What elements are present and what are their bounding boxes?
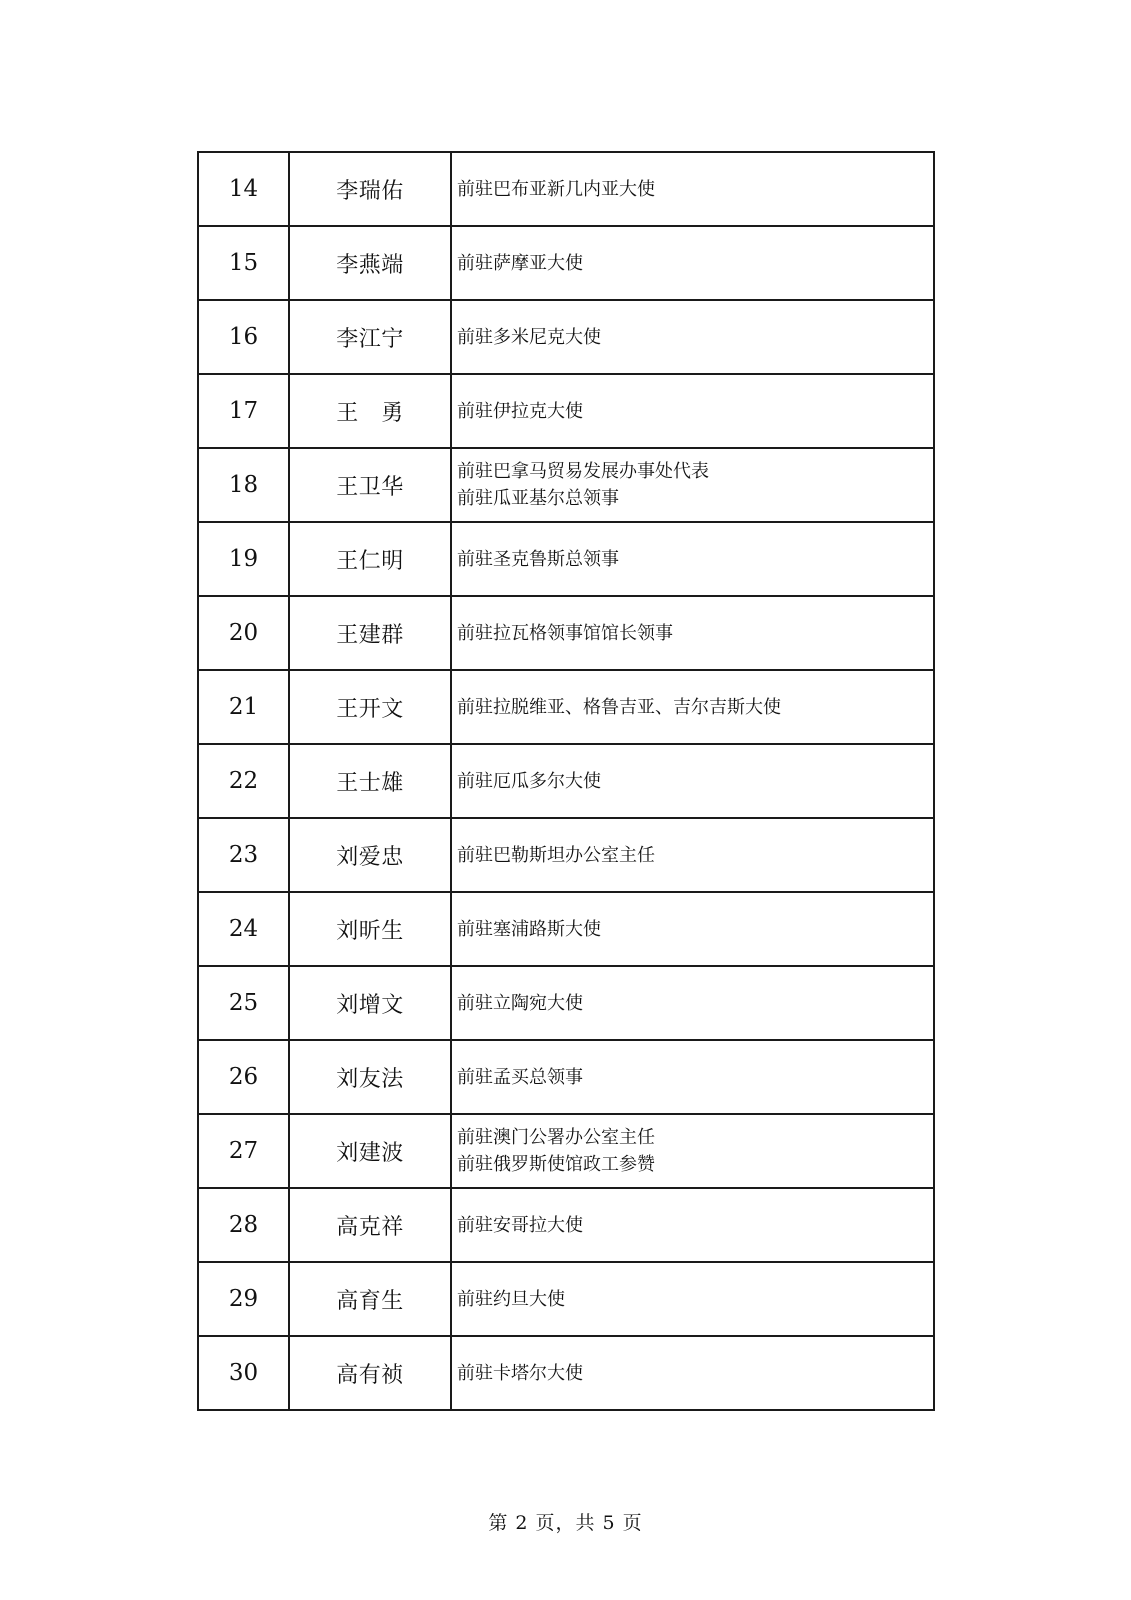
former-post-line: 前驻瓜亚基尔总领事 [457, 488, 619, 509]
former-post-line: 前驻圣克鲁斯总领事 [457, 548, 619, 570]
roster-table [197, 151, 935, 1411]
former-post-cell [451, 1188, 934, 1262]
former-post-line: 前驻安哥拉大使 [457, 1214, 583, 1236]
roster-table-body [198, 152, 934, 1410]
page-footer: 第 2 页，共 5 页 [488, 1512, 643, 1534]
row-number-cell: 29 [198, 1262, 289, 1336]
row-number-cell: 24 [198, 892, 289, 966]
person-name-cell: 刘爱忠 [289, 818, 451, 892]
row-number-cell: 28 [198, 1188, 289, 1262]
table-row [198, 596, 934, 670]
person-name-cell: 王 勇 [289, 374, 451, 448]
person-name-cell: 高育生 [289, 1262, 451, 1336]
table-row [198, 1040, 934, 1114]
table-row [198, 152, 934, 226]
former-post-line: 前驻巴布亚新几内亚大使 [457, 178, 655, 200]
former-post-line: 前驻俄罗斯使馆政工参赞 [457, 1154, 655, 1175]
former-post-cell [451, 670, 934, 744]
table-row [198, 670, 934, 744]
former-post-line: 前驻约旦大使 [457, 1288, 565, 1310]
row-number-cell: 23 [198, 818, 289, 892]
table-row [198, 818, 934, 892]
person-name-cell: 李燕端 [289, 226, 451, 300]
row-number-cell: 20 [198, 596, 289, 670]
former-post-line: 前驻立陶宛大使 [457, 992, 583, 1014]
former-post-cell [451, 1114, 934, 1188]
former-post-cell [451, 892, 934, 966]
person-name-cell: 王建群 [289, 596, 451, 670]
person-name-cell: 刘建波 [289, 1114, 451, 1188]
person-name-cell: 王仁明 [289, 522, 451, 596]
row-number-cell: 30 [198, 1336, 289, 1410]
person-name-cell: 高克祥 [289, 1188, 451, 1262]
person-name-cell: 王卫华 [289, 448, 451, 522]
table-row [198, 1262, 934, 1336]
row-number-cell: 27 [198, 1114, 289, 1188]
former-post-cell [451, 448, 934, 522]
former-post-line: 前驻厄瓜多尔大使 [457, 770, 601, 792]
former-post-line: 前驻卡塔尔大使 [457, 1362, 583, 1384]
person-name-cell: 王士雄 [289, 744, 451, 818]
table-row [198, 448, 934, 522]
table-row [198, 744, 934, 818]
person-name-cell: 高有祯 [289, 1336, 451, 1410]
table-row [198, 226, 934, 300]
row-number-cell: 14 [198, 152, 289, 226]
former-post-cell [451, 300, 934, 374]
former-post-cell [451, 1262, 934, 1336]
row-number-cell: 21 [198, 670, 289, 744]
former-post-cell [451, 226, 934, 300]
former-post-cell [451, 966, 934, 1040]
former-post-cell [451, 1336, 934, 1410]
table-row [198, 522, 934, 596]
table-row [198, 300, 934, 374]
former-post-line: 前驻拉脱维亚、格鲁吉亚、吉尔吉斯大使 [457, 696, 781, 718]
former-post-line: 前驻澳门公署办公室主任 [457, 1127, 655, 1148]
table-row [198, 374, 934, 448]
row-number-cell: 17 [198, 374, 289, 448]
person-name-cell: 刘增文 [289, 966, 451, 1040]
table-row [198, 966, 934, 1040]
former-post-cell [451, 152, 934, 226]
former-post-cell [451, 818, 934, 892]
former-post-line: 前驻塞浦路斯大使 [457, 918, 601, 940]
former-post-line: 前驻巴勒斯坦办公室主任 [457, 844, 655, 866]
table-row [198, 1114, 934, 1188]
person-name-cell: 李江宁 [289, 300, 451, 374]
row-number-cell: 22 [198, 744, 289, 818]
row-number-cell: 19 [198, 522, 289, 596]
person-name-cell: 李瑞佑 [289, 152, 451, 226]
former-post-line: 前驻萨摩亚大使 [457, 252, 583, 274]
table-row [198, 892, 934, 966]
former-post-line: 前驻多米尼克大使 [457, 326, 601, 348]
person-name-cell: 王开文 [289, 670, 451, 744]
row-number-cell: 18 [198, 448, 289, 522]
former-post-line: 前驻孟买总领事 [457, 1066, 583, 1088]
row-number-cell: 26 [198, 1040, 289, 1114]
former-post-line: 前驻巴拿马贸易发展办事处代表 [457, 461, 709, 482]
row-number-cell: 15 [198, 226, 289, 300]
former-post-cell [451, 522, 934, 596]
former-post-line: 前驻拉瓦格领事馆馆长领事 [457, 622, 673, 644]
former-post-cell [451, 596, 934, 670]
former-post-cell [451, 744, 934, 818]
former-post-cell [451, 374, 934, 448]
row-number-cell: 25 [198, 966, 289, 1040]
former-post-line: 前驻伊拉克大使 [457, 400, 583, 422]
person-name-cell: 刘友法 [289, 1040, 451, 1114]
former-post-cell [451, 1040, 934, 1114]
table-row [198, 1188, 934, 1262]
table-row [198, 1336, 934, 1410]
row-number-cell: 16 [198, 300, 289, 374]
person-name-cell: 刘昕生 [289, 892, 451, 966]
